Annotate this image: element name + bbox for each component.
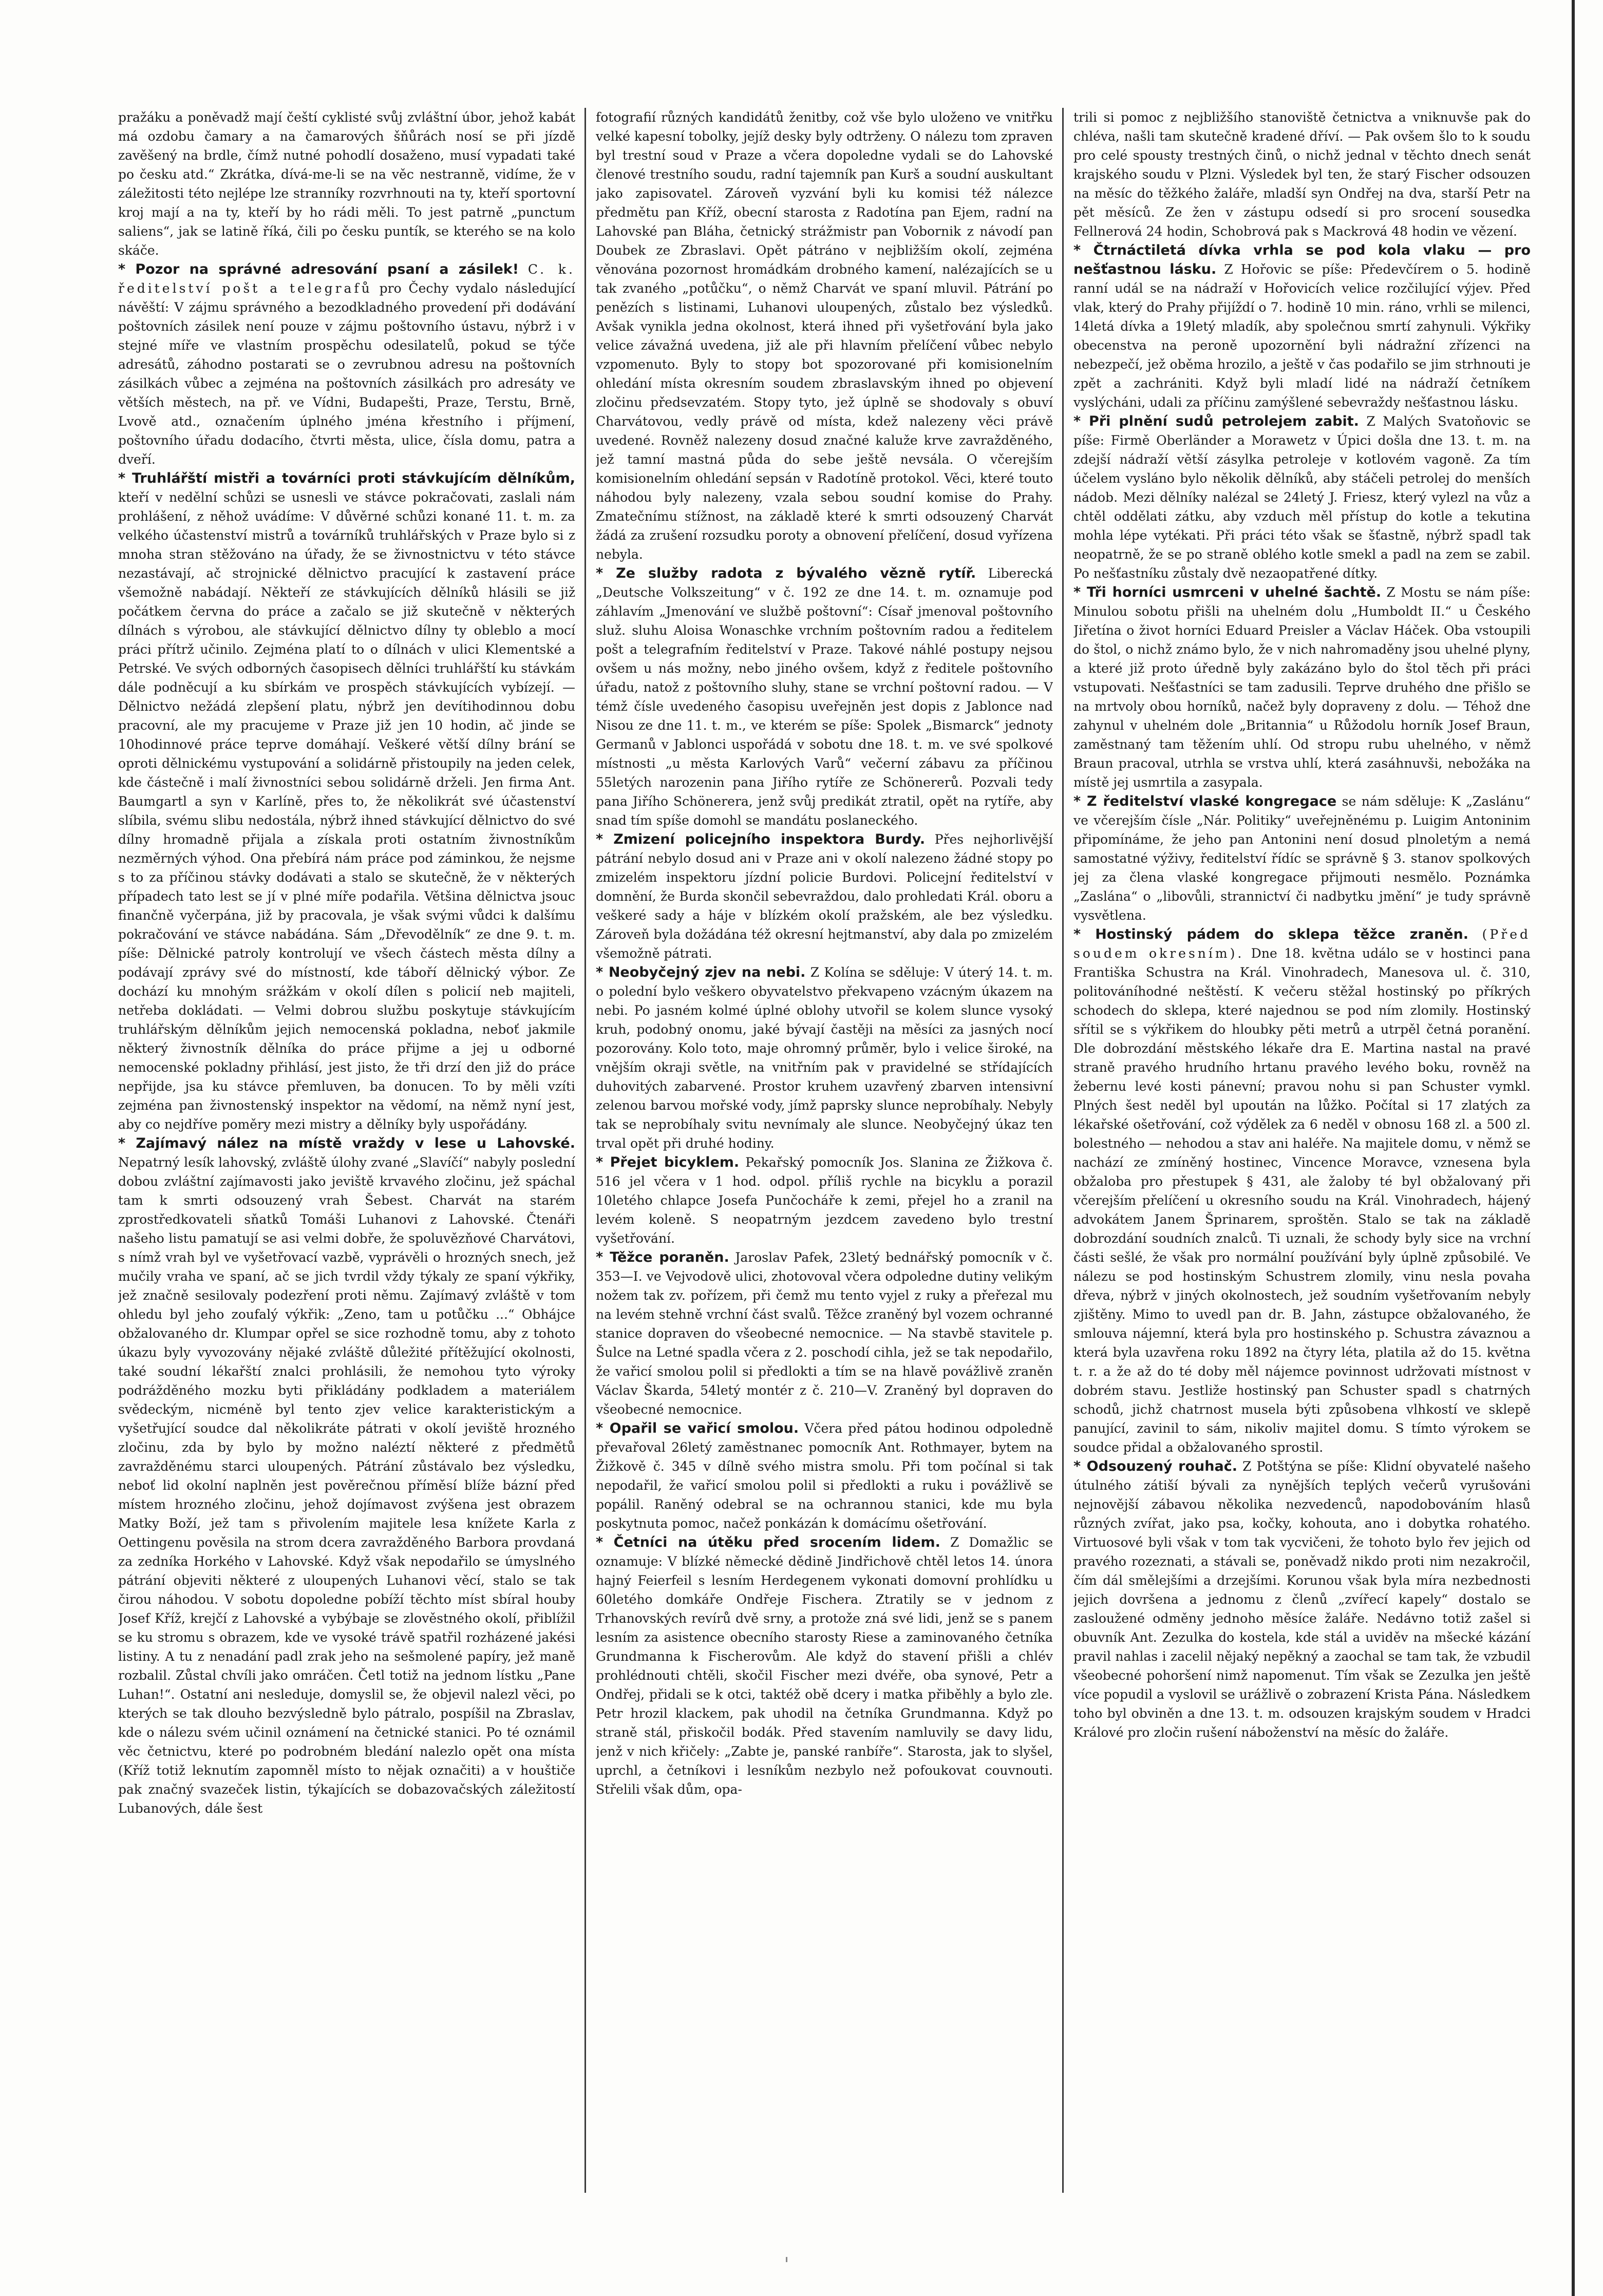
article-headline: * Při plnění sudů petrolejem zabit. bbox=[1073, 413, 1359, 429]
spaced-text: C. k. ředitelství pošt a telegrafů bbox=[118, 262, 575, 296]
column-left bbox=[118, 108, 575, 2193]
article-body: Jaroslav Pafek, 23letý bednářský pomocník v č. 353—I. ve Vejvodově ulici, zhotovoval včera odpoledne dutiny velikým nožem tak zv. pořízem, při čemž mu tento vyjel z ruky a přeřezal mu na levém stehně vrchní část svalů. Těžce zraněný byl vozem ochranné stanice dopraven do všeobecné nemocnice. — Na stavbě stavitele p. Šulce na Letné spadla včera z 2. poschodí cihla, jež se tak nepodařilo, že vařicí smolou polil si předlokti a tím se na hlavě povážlivě zraněn Václav Škarda, 54letý montér z č. 210—V. Zraněný byl dopraven do všeobecné nemocnice. bbox=[596, 1250, 1053, 1417]
article-body: Z Malých Svatoňovic se píše: Firmě Oberländer a Morawetz v Úpici došla dne 13. t. m. na zdejší nádraží větší zásylka petroleje v kotlovém vagoně. Za tím účelem vysláno bylo několik dělníků, aby stáčeli petrolej do menších nádob. Mezi dělníky nalézal se 24letý J. Friesz, který vylezl na vůz a chtěl oddělati zátku, aby vzduch měl přístup do kotle a tekutina mohla lépe vytékati. Při práci této však se šťastně, nýbrž spadl tak neopatrně, že se po straně oblého kotle smekl a padl na zem se zabil. Po nešťastníku zůstaly dvě nezaopatřené dítky. bbox=[1073, 414, 1531, 581]
article-headline: * Přejet bicyklem. bbox=[596, 1154, 740, 1170]
article-columns bbox=[118, 108, 1556, 2193]
article-body: pro Čechy vydalo následující návěští: V zájmu správného a bezodkladného provedení při dodávání poštovních zásilek není pouze v zájmu poštovního ústavu, nýbrž i v stejné míře ve vlastním prospěchu odesilatelů, pokud se týče adresátů, záhodno postarati se o zevrubnou adresu na poštovních zásilkách vůbec a zejména na poštovních zásilkách pro adresáty ve větších městech, na př. ve Vídni, Budapešti, Praze, Terstu, Brně, Lvově atd., označením úplného jména křestního i příjmení, poštovního úřadu dodacího, čtvrti města, ulice, čísla domu, patra a dveří. bbox=[118, 281, 575, 467]
article-paragraph bbox=[1073, 108, 1531, 241]
article-body: Z Kolína se sděluje: V úterý 14. t. m. o polední bylo veškero obyvatelstvo překvapeno vzácným úkazem na nebi. Po jasném kolmé úplné oblohy utvořil se kolem slunce vysoký kruh, podobný onomu, jaké bývají častěji na měsíci za jasných nocí pozorovány. Kolo toto, maje ohromný průměr, bylo i velice široké, na vnějším okraji světle, na vnitřním pak v pravidelné se střídajících duhovitých zabarvené. Prostor kruhem uzavřený zbarven intensivní zelenou barvou mořské vody, jímž paprsky slunce neprobíhaly. Nebyly tak se neprobíhaly svitu nevnímaly ale slunce. Neobyčejný úkaz ten trval opět při druhé hodiny. bbox=[596, 965, 1053, 1151]
article-headline: * Četníci na útěku před srocením lidem. bbox=[596, 1534, 940, 1550]
article-headline: * Opařil se vařicí smolou. bbox=[596, 1420, 799, 1436]
article-headline: * Tři horníci usmrceni v uhelné šachtě. bbox=[1073, 584, 1382, 600]
article-body: Přes nejhorlivější pátrání nebylo dosud ani v Praze ani v okolí nalezeno žádné stopy po zmizelém inspektoru jízdní policie Burdovi. Policejní ředitelství v domnění, že Burda skončil sebevraždou, dalo prohledati Král. oboru a veškeré sady a háje v blízkém okolí pražském, ale bez výsledku. Zároveň byla dožádána též okresní hejtmanství, aby dala po zmizelém všemožně pátrati. bbox=[596, 832, 1053, 961]
article-paragraph bbox=[1073, 412, 1531, 583]
article-paragraph bbox=[596, 830, 1053, 963]
article-body: Z Potštýna se píše: Klidní obyvatelé našeho útulného zátiší bývali za nynějších teplých večerů vyrušováni nejnovější zábavou několika nezvedenců, napodobováním hlasů různých zvířat, jako psa, kočky, kohouta, ano i dobytka rohatého. Virtuosové byli však v tom tak vycvičeni, že tohoto bylo řev jejich od pravého rozeznati, a stávali se, poněvadž nikdo proti nim nezakročil, čím dál smělejšími a drzejšími. Korunou však byla míra nezbednosti jejich dovršena a jednomu z členů „zvířecí kapely“ dostalo se zasloužené odměny jednoho měsíce žaláře. Nedávno totiž zašel si obuvník Ant. Zezulka do kostela, kde stál a uviděv na mšecké kázání pravil nahlas i zacelil nějaký nepěkný a zaochal se tam tak, že vzbudil všeobecné pohoršení nimž napomenut. Tím však se Zezulka jen ještě více popudil a vyslovil se urážlivě o zobrazení Krista Pána. Následkem toho byl obviněn a dne 13. t. m. odsouzen krajským soudem v Hradci Králové pro zločin rušení náboženství na měsíc do žaláře. bbox=[1073, 1459, 1531, 1740]
article-body: Včera před pátou hodinou odpoledně převařoval 26letý zaměstnanec pomocník Ant. Rothmayer, bytem na Žižkově č. 345 v dílně svého mistra smolu. Při tom počínal si tak nepodařil, že vařicí smolou polil si předlokti a ruku i povážlivě se popálil. Raněný odebral se na ochrannou stanici, kde mu byla poskytnuta pomoc, načež ponkázán k domácímu ošetřování. bbox=[596, 1421, 1053, 1531]
article-headline: * Zmizení policejního inspektora Burdy. bbox=[596, 831, 926, 847]
column-divider bbox=[584, 108, 586, 2193]
article-paragraph bbox=[118, 260, 575, 469]
article-paragraph bbox=[596, 1533, 1053, 1799]
article-body: Z Mostu se nám píše: Minulou sobotu přišli na uhelném dolu „Humboldt II.“ u Českého Jiřetína o život horníci Eduard Preisler a Václav Háček. Oba vstoupili do štol, o nichž známo bylo, že v nich nahromaděny jsou uhelné plyny, a které již proto úředně byly zakázáno bylo do štol těch při práci vstupovati. Nešťastníci se tam zadusili. Teprve druhého dne přišlo se na mrtvoly obou horníků, načež byly dopraveny z dolu. — Téhož dne zahynul v uhelném dole „Britannia“ u Růžodolu horník Josef Braun, zaměstnaný tam těžením uhlí. Od stropu rubu uhelného, v němž Braun pracoval, utrhla se vrstva uhlí, která zasáhnuvši, nebožáka na místě jej usmrtila a zasypala. bbox=[1073, 585, 1531, 790]
article-paragraph bbox=[1073, 583, 1531, 792]
article-headline: * Pozor na správné adresování psaní a zásilek! bbox=[118, 261, 519, 277]
article-headline: * Čtrnáctiletá dívka vrhla se pod kola vlaku — pro nešťastnou lásku. bbox=[1073, 242, 1531, 277]
article-paragraph bbox=[596, 108, 1053, 564]
article-paragraph bbox=[596, 1153, 1053, 1248]
article-body: Nepatrný lesík lahovský, zvláště úlohy zvané „Slavíčí“ nabyly poslední dobou zvláštní zajímavosti jako jeviště krvavého zločinu, jež spáchal tam k smrti odsouzený vrah Šebest. Charvát na starém zprostředkovateli sňatků Tomáši Luhanovi z Lahovské. Čtenáři našeho listu pamatují se asi velmi dobře, že spoluvězňové Charvátovi, s nímž vrah byl ve vyšetřovací vazbě, vyprávěli o hrozných snech, jež mučily vraha ve spaní, ač se jich tvrdil vždy týkaly ze spaní výkřiky, jež značně sesilovaly podezření proti němu. Zajímavý zvláště v tom ohledu byl jeho zoufalý výkřik: „Zeno, tam u potůčku ...“ Obhájce obžalovaného dr. Klumpar opřel se sice rozhodně tomu, aby z tohoto úkazu byly vyvozovány nějaké zvláště důležité přítěžující okolnosti, také soudní lékařští znalci prohlásili, že nemohou tyto výroky podrážděného mozku byti přikládány podkladem a materiálem svědeckým, nicméně byl tento zjev velice karakteristickým a vyšetřující soudce dal několikráte pátrati v okolí jeviště hrozného zločinu, zda by bylo by možno naléztí některé z předmětů zavražděnému starci uloupených. Pátrání zůstávalo bez výsledku, neboť lid okolní naplněn jest pověrečnou příměsí blíže bázní před místem hrozného zločinu, jehož dojímavost zvýšena jest obrazem Matky Boží, jež tam s přivolením majitele lesa knížete Karla z Oettingenu pověsila na strom dcera zavražděného Barbora provdaná za zedníka Horkého v Lahovské. Když však nepodařilo se úmyslného pátrání objeviti některé z uloupených Luhanovi věcí, stalo se tak čirou náhodou. V sobotu dopoledne pobíží těchto míst sbíral houby Josef Kříž, krejčí z Lahovské a vybýbaje se zlověstného okolí, přiblížil se ku stromu s obrazem, kde ve vysoké trávě spatřil rozházené jakési listiny. A tu z nenadání padl zrak jeho na sešmolené papíry, jež maně rozbalil. Zůstal chvíli jako omráčen. Četl totiž na jednom lístku „Pane Luhan!“. Ostatní ani nesleduje, domyslil se, že objevil nalezl věci, po kterých se tak dlouho bezvýsledně bylo pátralo, pospíšil na Zbraslav, kde o nálezu svém učinil oznámení na četnické stanici. Po té oznámil věc četnictvu, které po podrobném bledání nalezlo opět ona místa (Kříž totiž leknutím zapomněl místo to nějak označiti) a v houštiče pak značný svazeček listin, týkajících se dobazovačských záležitostí Lubanových, dále šest bbox=[118, 1155, 575, 1816]
article-body: Z Domažlic se oznamuje: V blízké německé dědině Jindřichově chtěl letos 14. února hajný Feierfeil s lesním Herdegenem vykonati domovní prohlídku u 60letého domkáře Ondřeje Fischera. Ztratily se v jednom z Trhanovských revírů dvě srny, a protože zná své lidi, jenž se s panem lesním za asistence obecního starosty Riese a zaminovaného četníka Grundmanna k Fischerovům. Ale když do stavení přišli a chlév prohlédnouti chtěli, skočil Fischer mezi dvéře, oba synové, Petr a Ondřej, přidali se k otci, taktéž obě dcery i matka přiběhly a bylo zle. Petr hrozil klackem, pak uhodil na četníka Grundmanna. Když po straně stál, přiskočil bodák. Před stavením namluvily se davy lidu, jenž v nich křičely: „Zabte je, panské ranbíře“. Starosta, jak to slyšel, uprchl, a četníkovi i lesníkům nezbylo než pofoukovat couvnouti. Střelili však dům, opa- bbox=[596, 1535, 1053, 1797]
article-paragraph bbox=[118, 108, 575, 260]
article-body: Pekařský pomocník Jos. Slanina ze Žižkova č. 516 jel včera v 1 hod. odpol. příliš rychle na bicyklu a porazil 10letého chlapce Josefa Punčocháře k zemi, přejel ho a zranil na levém koleně. S neopatrným jezdcem zavedeno bylo trestní vyšetřování. bbox=[596, 1155, 1053, 1246]
article-headline: * Z ředitelství vlaské kongregace bbox=[1073, 793, 1337, 809]
article-paragraph bbox=[1073, 1457, 1531, 1742]
article-body: fotografií různých kandidátů ženitby, což vše bylo uloženo ve vnitřku velké kapesní tobolky, jejíž desky byly odtrženy. O nálezu tom zpraven byl trestní soud v Praze a včera dopoledne vydali se do Lahovské členové trestního soudu, radní tajemník pan Kurš a soudní auskultant jako zapisovatel. Zároveň vyzvání byli ku komisi též nálezce předmětu pan Kříž, obecní starosta z Radotína pan Ejem, radní na Lahovské pan Bláha, četnický strážmistr pan Vobornik z návodí pan Doubek ze Zbraslavi. Opět pátráno v nejbližším okolí, zejména věnována pozornost hromádkám drobného kamení, nalézajících se u tak zvaného „potůčku“, o němž Charvát ve spaní mluvil. Pátrání po penězích s listinami, Luhanovi uloupených, zůstalo bez výsledků. Avšak vynikla jedna okolnost, která ihned při vyšetřování byla jako velice závažná uvedena, již ale při hlavním přelíčení vůbec nebylo vzpomenuto. Byly to stopy bot spozorované při komisionelním ohledání místa okresním soudem zbraslavským ihned po objevení zločinu předsevzatém. Stopy tyto, jež úplně se shodovaly s obuví Charvátovou, vedly právě od místa, kdež nalezeny věci právě uvedené. Rovněž nalezeny dosud značné kaluže krve zavražděného, jež tamní mastná půda do sebe ještě nevsála. O včerejším komisionelním ohledání sepsán v Radotíně protokol. Věci, které touto náhodou byly nalezeny, vzala sebou soudní komise do Prahy. Zmatečnímu stížnost, na základě které k smrti odsouzený Charvát žádá za zrušení rozsudku poroty a obnovení přelíčení, dosud vyřízena nebyla. bbox=[596, 110, 1053, 562]
article-paragraph bbox=[1073, 925, 1531, 1457]
article-paragraph bbox=[118, 1134, 575, 1818]
article-headline: * Těžce poraněn. bbox=[596, 1249, 729, 1265]
article-paragraph bbox=[596, 564, 1053, 830]
article-body: pražáku a poněvadž mají čeští cyklisté svůj zvláštní úbor, jehož kabát má ozdobu čamary a na čamarových šňůrách nosí se při jízdě zavěšený na brdle, čímž nutné pohodlí dosaženo, musí vypadati také po česku atd.“ Zkrátka, dívá-me-li se na věc nestranně, vidíme, že v záležitosti této nejlépe lze stranníky rozvrhnouti na ty, kteří sportovní kroj mají a na ty, kteří by ho rádi měli. To jest patrně „punctum saliens“, jak se latině říká, čili po česku puntík, se kterého se na kolo skáče. bbox=[118, 110, 575, 258]
print-mark bbox=[786, 2257, 787, 2262]
article-body: kteří v nedělní schůzi se usnesli ve stávce pokračovati, zaslali nám prohlášení, z něhož uvádíme: V důvěrné schůzi konané 11. t. m. za velkého účastenství mistrů a továrníků truhlářských v Praze bylo si z mnoha stran stěžováno na úřady, že se živnostnictvu v této stávce nezastávají, ač strojnické dělnictvo pracující k zastavení práce všemožně nabádají. Někteří ze stávkujících dělníků hlásili se již počátkem června do práce a začalo se již skutečně v některých dílnách s výrobou, ale stávkující dělnictvo dílny ty obleblo a mocí práci přítrž učinilo. Zejména platí to o dílnách v ulici Klementské a Petrské. Ve svých odborných časopisech dělníci truhlářští ku stávkám dále podněcují a ku sbírkám ve prospěch stávkujících vybízejí. — Dělnictvo nežádá zlepšení platu, nýbrž jen devítihodinnou dobu pracovní, ale my pracujeme v Praze již jen 10 hodin, ač jinde se 10hodinnové práce teprve domáhají. Veškeré větší dílny brání se oproti dělnickému vystupování a solidárně přistoupily na jeden celek, kde částečně i malí živnostníci sebou solidárně drželi. Jen firma Ant. Baumgartl a syn v Karlíně, přes to, že několikrát své účastenství slíbila, svému slibu nedostála, nýbrž ihned stávkující dělnictvo do své dílny hromadně přijala a získala proti ostatním živnostníkům nezměrných výhod. Ona přebírá nám práce pod záminkou, že nejsme s to za příčinou stávky dodávati a stalo se skutečně, že v některých případech tato lest se jí v plné míře podařila. Většina dělnictva jsouc finančně vyčerpána, již by pracovala, je však svými vůdci k dalšímu pokračování ve stávce nabádána. Sám „Dřevodělník“ ze dne 9. t. m. píše: Dělnické patroly kontrolují ve všech částech města dílny a podávají zprávy své do místností, kde táboří dělnický výbor. Ze dochází ku mnohým srážkám v okolí dílen s policií neb majiteli, netřeba dokládati. — Velmi dobrou službu poskytuje stávkujícím truhlářským dělníkům jejich nemocenská pokladna, neboť jakmile některý živnostník dělníka do práce přijme a jej u odborné nemocenské pokladny přihlásí, jest jisto, že tři drzí den již do práce nepřijde, jsa ku stávce přemluven, ba donucen. To by měli vzíti zejména pan živnostenský inspektor na vědomí, na němž nyní jest, aby co nejdříve poměry mezi mistry a dělníky byly uspořádány. bbox=[118, 490, 575, 1132]
article-headline: * Ze služby radota z bývalého vězně rytíř. bbox=[596, 565, 976, 581]
article-body: se nám sděluje: K „Zaslánu“ ve včerejším čísle „Nár. Politiky“ uveřejněnému p. Luigim Antoninim připomínáme, že jeho pan Antonini není dosud plnoletým a nemá samostatné výživy, ředitelství řídíc se správně § 3. stanov spolkových jej za člena vlaské kongregace přijmouti nesmělo. Poznámka „Zaslána“ o „libovůli, strannictví či nadbytku jmění“ je tudy správně vysvětlena. bbox=[1073, 794, 1531, 923]
article-headline: * Odsouzený rouhač. bbox=[1073, 1458, 1237, 1474]
column-middle bbox=[596, 108, 1053, 2193]
article-paragraph bbox=[596, 1419, 1053, 1533]
article-headline: * Neobyčejný zjev na nebi. bbox=[596, 964, 806, 980]
article-body: Liberecká „Deutsche Volkszeitung“ v č. 192 ze dne 14. t. m. oznamuje pod záhlavím „Jmenování ve službě poštovní“: Císař jmenoval poštovního služ. sluhu Aloisa Wonaschke vrchním poštovním radou a ředitelem pošt a telegrafním ředitelství v Praze. Takové náhlé postupy nejsou ovšem u nás možny, nebo jiného ovšem, když z ředitele poštovního úřadu, natož z poštovního sluhy, stane se vrchní poštovní radou. — V témž čísle uvedeného časopisu uveřejněn jest dopis z Jablonce nad Nisou ze dne 11. t. m., ve kterém se píše: Spolek „Bismarck“ jednoty Germanů v Jablonci uspořádá v sobotu dne 18. t. m. ve své spolkové místnosti „u města Karlových Varů“ večerní zábavu za příčinou 55letých narozenin pana Jiřího rytíře ze Schönererů. Pozvali tedy pana Jiřího Schönerera, jenž svůj predikát ztratil, opět na rytíře, aby snad tím spíše domohl se mandátu poslaneckého. bbox=[596, 566, 1053, 828]
article-body: Z Hořovic se píše: Předevčírem o 5. hodině ranní udál se na nádraží v Hořovicích velice rozčilující výjev. Před vlak, který do Prahy přijíždí o 7. hodině 10 min. ráno, vrhli se milenci, 14letá dívka a 19letý mladík, aby společnou smrtí zahynuli. Výkřiky obecenstva na peroně upozornění byli nádražní zřízenci na nebezpečí, jež oběma hrozilo, a ještě v čas podařilo se jim strhnouti je zpět a zachrániti. Když byli mladí lidé na nádraží četníkem vyslýcháni, udali za příčinu zamýšlené sebevraždy nešťastnou lásku. bbox=[1073, 262, 1531, 410]
page-edge bbox=[1572, 0, 1575, 2296]
article-paragraph bbox=[118, 469, 575, 1134]
article-paragraph bbox=[596, 963, 1053, 1153]
article-body: Dne 18. května událo se v hostinci pana Františka Schustra na Král. Vinohradech, Manesova ul. č. 310, politováníhodné neštěstí. K večeru stěžal hostinský po příkrých schodech do sklepa, které najednou se pod ním zlomily. Hostinský sřítil se s výkřikem do hloubky pěti metrů a utrpěl četná poranění. Dle dobrozdání městského lékaře dra E. Martina nastal na pravé straně pravého hrudního hrtanu pravého levého boku, rovněž na žebernu levé kosti pánevní; pravou nohu si pan Schuster vymkl. Plných šest neděl byl upoután na lůžko. Počítal si 17 zlatých za lékařské ošetřování, což výdělek za 6 neděl v obnosu 168 zl. a 500 zl. bolestného — nehodou a stav ani haléře. Na majitele domu, v němž se nachází ze zmíněný hostinec, Vincence Moravce, vznesena byla obžaloba pro přestupek § 431, ale žaloby té byl obžalovaný při včerejším přelíčení u okresního soudu na Král. Vinohradech, hájený advokátem Janem Šprinarem, sproštěn. Stalo se tak na základě dobrozdání soudních znalců. Ti uznali, že schody byly sice na vrchní části sešlé, že však pro normální používání byly úplně způsobilé. Ve nálezu se pod hostinským Schustrem zlomily, vinu nesla povaha dřeva, nýbrž v jiných okolnostech, jež soudním vyšetřovaním nebyly zjištěny. Mimo to uvedl pan dr. B. Jahn, zástupce obžalovaného, že smlouva nájemní, která byla pro hostinského p. Schustra závaznou a která byla uzavřena roku 1892 na čtyry léta, platila až do 15. května t. r. a že až do té doby měl nájemce povinnost udržovati místnost v dobrém stavu. Jestliže hostinský pan Schuster spadl s chatrných schodů, jichž chatrnost musela býti způsobena vlhkostí ve sklepě panující, zavinil to sám, nikoliv majitel domu. S tímto výrokem se soudce přidal a obžalovaného sprostil. bbox=[1073, 946, 1531, 1455]
article-paragraph bbox=[1073, 241, 1531, 412]
spaced-text: (Před soudem okresním). bbox=[1073, 927, 1531, 961]
article-body: trili si pomoc z nejbližšího stanoviště četnictva a vniknuvše pak do chléva, našli tam skutečně kradené dříví. — Pak ovšem šlo to k soudu pro celé spousty trestných činů, o nichž jednal v těchto dnech senát krajského soudu v Plzni. Výsledek byl ten, že starý Fischer odsouzen na měsíc do těžkého žaláře, mladší syn Ondřej na dva, starší Petr na pět měsíců. Ze žen v zástupu odsedí si pro srocení sousedka Fellnerová 24 hodin, Schobrová pak s Mackrová 48 hodin ve vězení. bbox=[1073, 110, 1531, 239]
article-headline: * Zajímavý nález na místě vraždy v lese u Lahovské. bbox=[118, 1135, 575, 1151]
article-headline: * Truhlářští mistři a továrníci proti stávkujícím dělníkům, bbox=[118, 470, 575, 486]
article-paragraph bbox=[1073, 792, 1531, 925]
column-divider bbox=[1062, 108, 1064, 2193]
column-right bbox=[1073, 108, 1531, 2193]
article-headline: * Hostinský pádem do sklepa těžce zraněn. bbox=[1073, 926, 1468, 942]
article-paragraph bbox=[596, 1248, 1053, 1419]
